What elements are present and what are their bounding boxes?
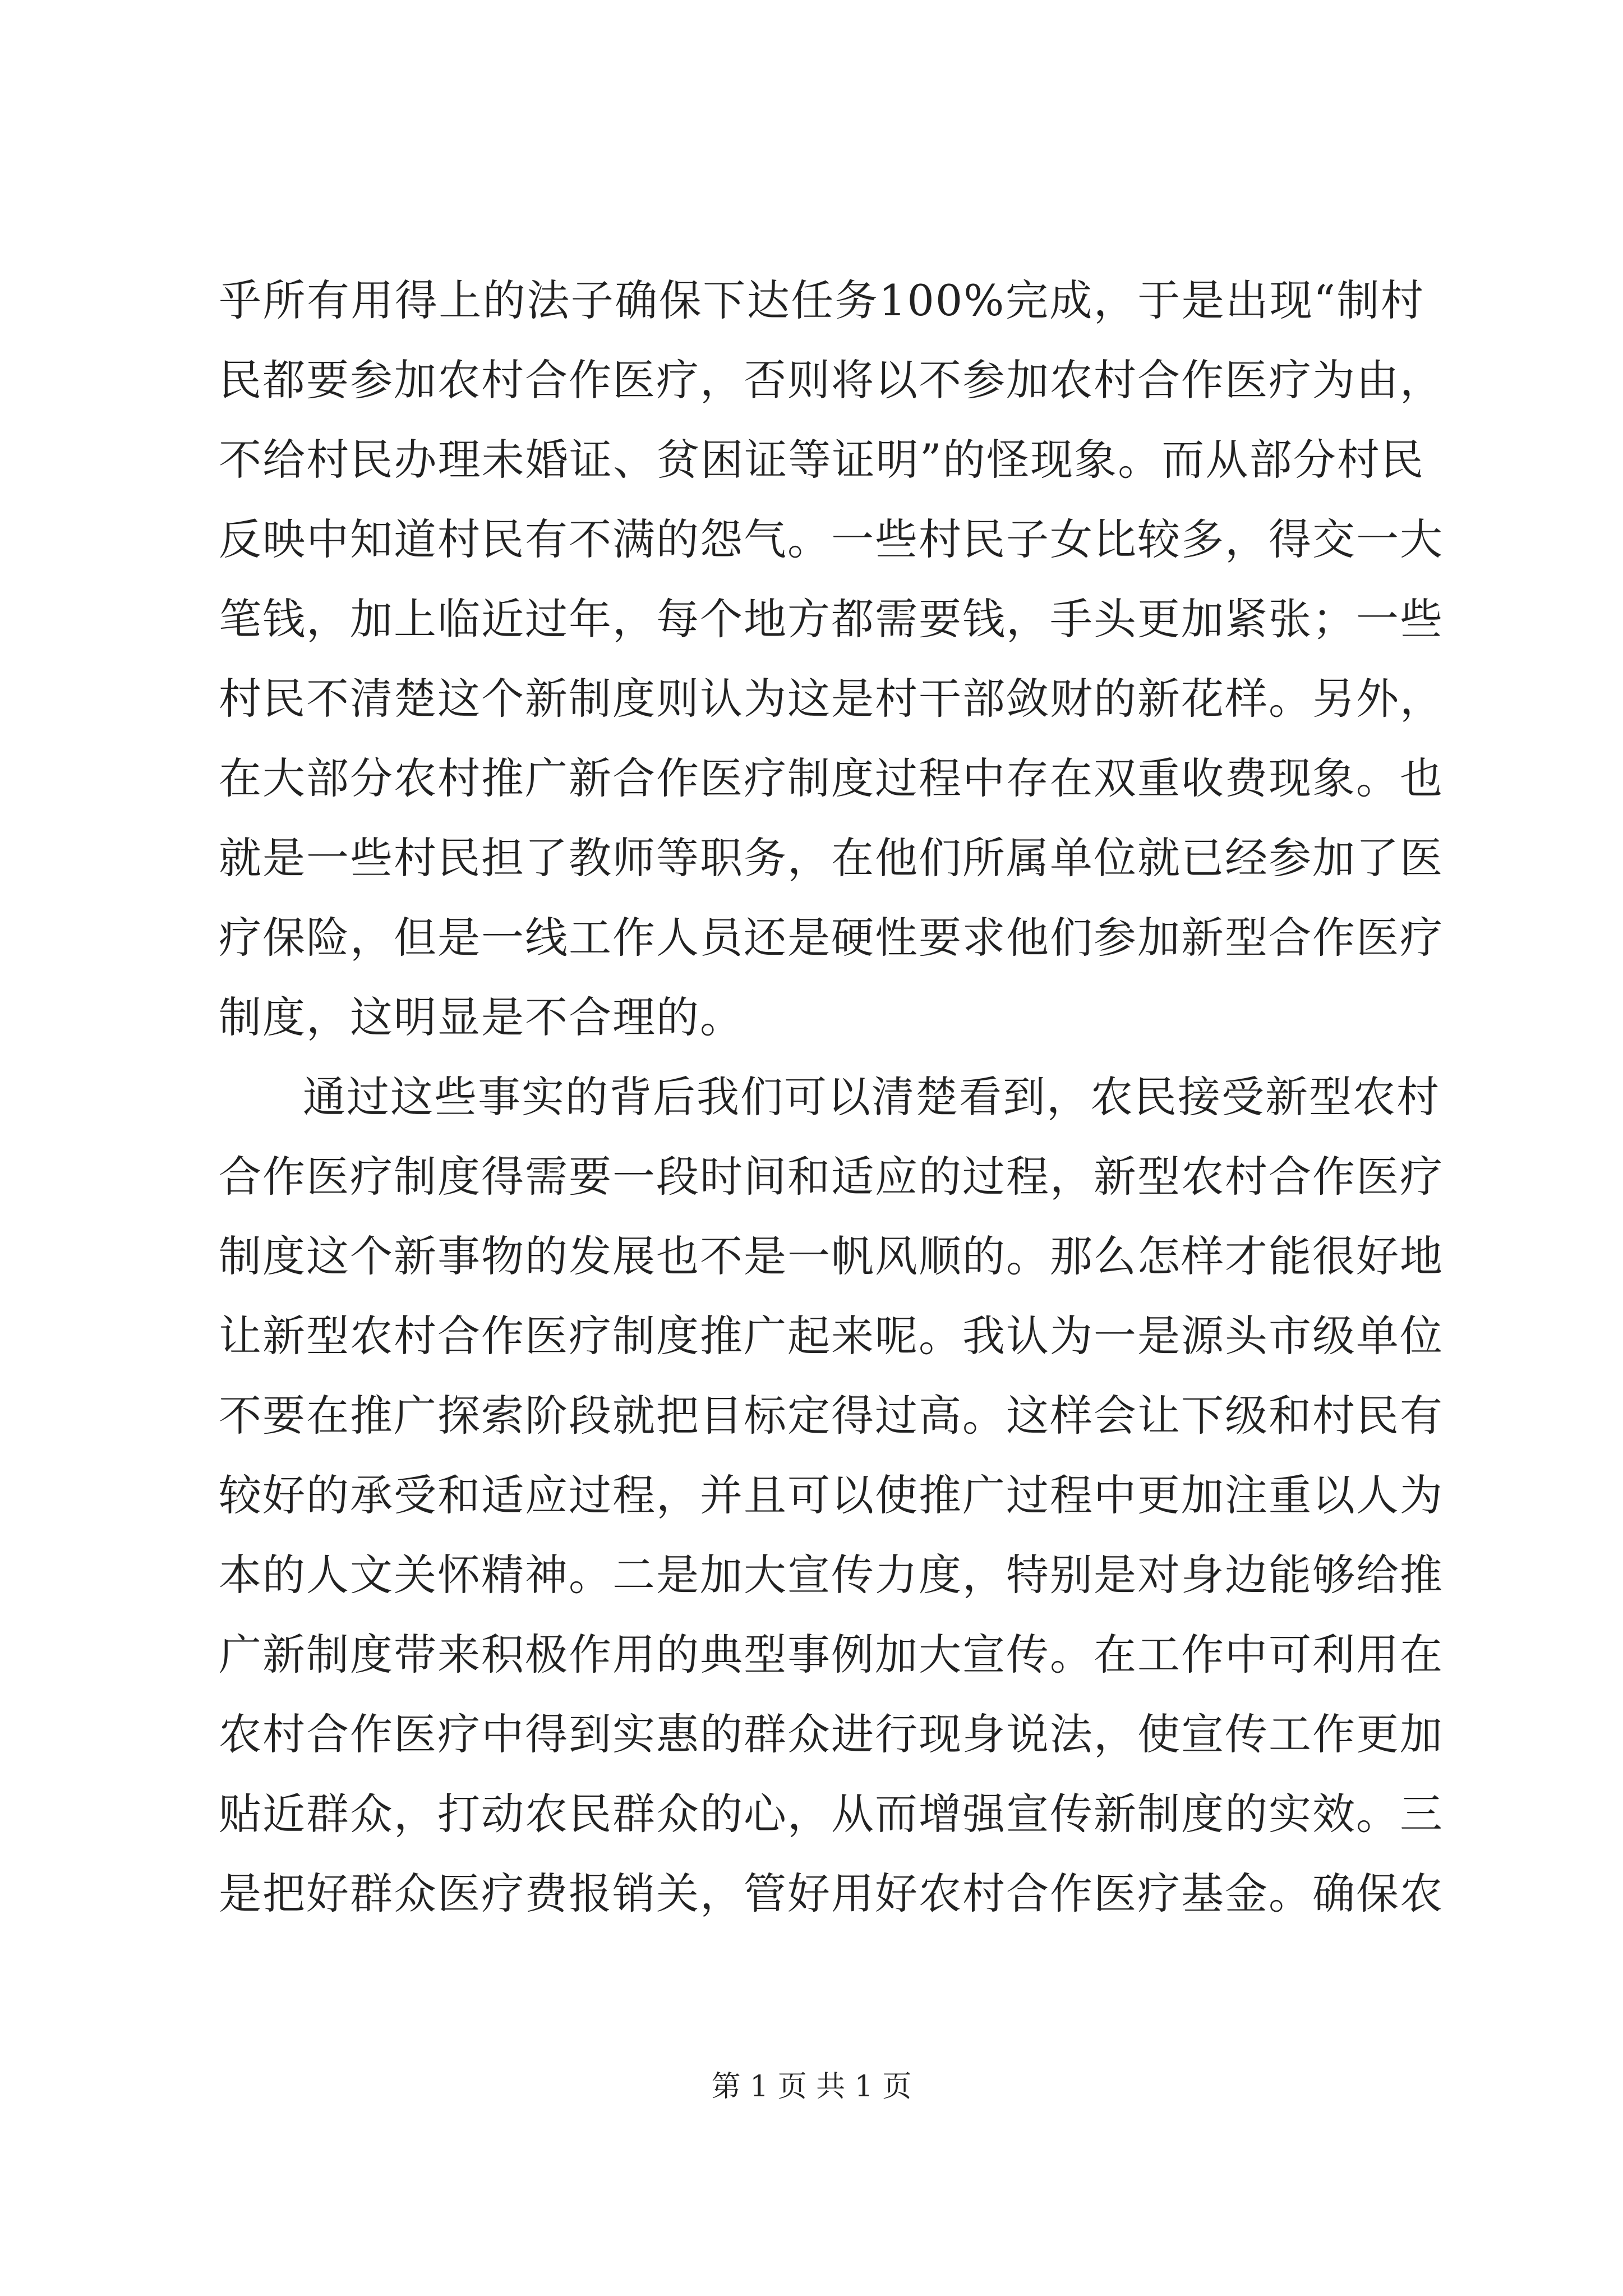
text-line: 较好的承受和适应过程，并且可以使推广过程中更加注重以人为 [219,1470,1444,1520]
text-line: 不给村民办理未婚证、贫困证等证明”的怪现象。而从部分村民 [219,435,1424,485]
body-text [219,261,1444,1934]
text-line: 贴近群众，打动农民群众的心，从而增强宣传新制度的实效。三 [219,1789,1444,1839]
text-line: 广新制度带来积极作用的典型事例加大宣传。在工作中可利用在 [219,1630,1444,1680]
text-line: 是把好群众医疗费报销关，管好用好农村合作医疗基金。确保农 [219,1869,1444,1918]
text-line: 制度，这明显是不合理的。 [219,992,744,1042]
text-line: 制度这个新事物的发展也不是一帆风顺的。那么怎样才能很好地 [219,1231,1444,1281]
text-line: 通过这些事实的背后我们可以清楚看到，农民接受新型农村 [303,1072,1440,1122]
text-line: 不要在推广探索阶段就把目标定得过高。这样会让下级和村民有 [219,1391,1444,1441]
text-line: 反映中知道村民有不满的怨气。一些村民子女比较多，得交一大 [219,514,1444,564]
text-line: 乎所有用得上的法子确保下达任务100%完成，于是出现“制村 [219,275,1424,325]
text-line: 笔钱，加上临近过年，每个地方都需要钱，手头更加紧张；一些 [219,594,1444,644]
text-line: 就是一些村民担了教师等职务，在他们所属单位就已经参加了医 [219,833,1444,883]
text-line: 合作医疗制度得需要一段时间和适应的过程，新型农村合作医疗 [219,1152,1444,1202]
text-line: 村民不清楚这个新制度则认为这是村干部敛财的新花样。另外， [219,674,1444,724]
page-number-footer: 第 1 页 共 1 页 [711,2070,912,2104]
text-line: 在大部分农村推广新合作医疗制度过程中存在双重收费现象。也 [219,753,1444,803]
text-line: 让新型农村合作医疗制度推广起来呢。我认为一是源头市级单位 [219,1311,1444,1361]
text-line: 本的人文关怀精神。二是加大宣传力度，特别是对身边能够给推 [219,1550,1444,1600]
text-line: 疗保险，但是一线工作人员还是硬性要求他们参加新型合作医疗 [219,913,1444,963]
text-line: 民都要参加农村合作医疗，否则将以不参加农村合作医疗为由， [219,355,1444,405]
text-line: 农村合作医疗中得到实惠的群众进行现身说法，使宣传工作更加 [219,1709,1444,1759]
